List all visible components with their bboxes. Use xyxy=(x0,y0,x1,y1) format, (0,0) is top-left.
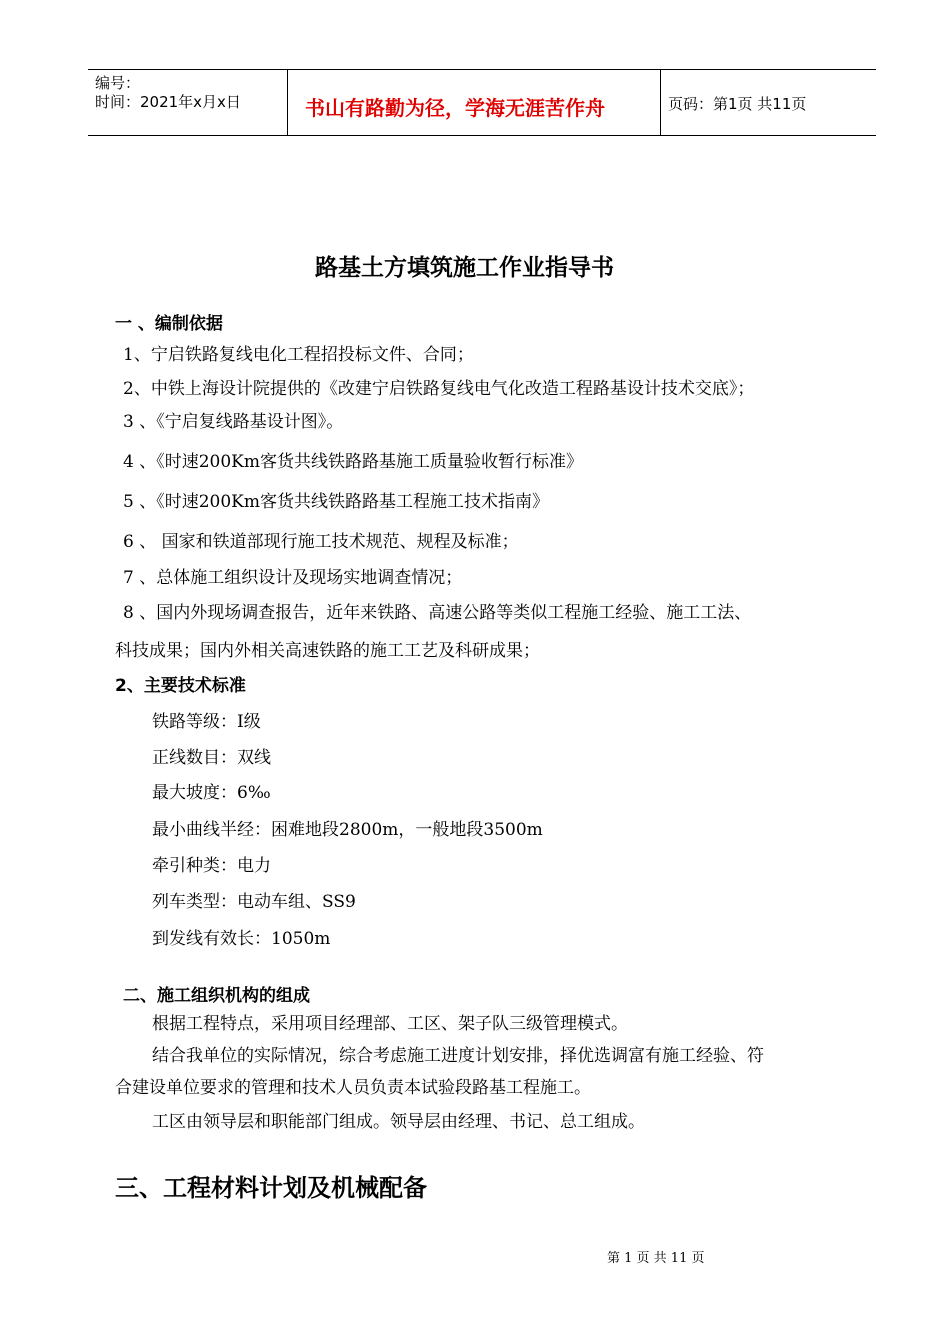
section1-item-7: 7 、总体施工组织设计及现场实地调查情况； xyxy=(123,568,463,588)
section3-heading: 二、施工组织机构的组成 xyxy=(123,986,310,1006)
standard-traction-type: 牵引种类：电力 xyxy=(152,856,271,876)
section1-item-3: 3 、《宁启复线路基设计图》。 xyxy=(123,412,344,432)
standard-track-length: 到发线有效长：1050m xyxy=(152,929,331,949)
header-page-label: 页码：第1页 共11页 xyxy=(668,95,807,113)
section1-item-1: 1、宁启铁路复线电化工程招投标文件、合同； xyxy=(123,345,474,365)
standard-min-curve-radius: 最小曲线半经：困难地段2800m，一般地段3500m xyxy=(152,820,543,840)
section1-item-4: 4 、《时速200Km客货共线铁路路基施工质量验收暂行标准》 xyxy=(123,452,583,472)
standard-train-type: 列车类型：电动车组、SS9 xyxy=(152,892,356,912)
section2-heading: 2、主要技术标准 xyxy=(115,676,246,696)
header-bottom-border xyxy=(88,135,876,136)
section1-item-8: 8 、国内外现场调查报告，近年来铁路、高速公路等类似工程施工经验、施工工法、 xyxy=(123,603,752,623)
document-title: 路基土方填筑施工作业指导书 xyxy=(315,255,614,281)
section3-paragraph-2-continued: 合建设单位要求的管理和技术人员负责本试验段路基工程施工。 xyxy=(115,1078,591,1098)
section1-item-5: 5 、《时速200Km客货共线铁路路基工程施工技术指南》 xyxy=(123,492,549,512)
standard-main-lines: 正线数目：双线 xyxy=(152,748,271,768)
header-divider-right xyxy=(660,69,661,136)
header-divider-left xyxy=(287,69,288,136)
section3-paragraph-3: 工区由领导层和职能部门组成。领导层由经理、书记、总工组成。 xyxy=(152,1112,645,1132)
footer-page-number: 第 1 页 共 11 页 xyxy=(607,1251,705,1266)
section4-heading: 三、工程材料计划及机械配备 xyxy=(115,1174,427,1202)
header-motto: 书山有路勤为径，学海无涯苦作舟 xyxy=(305,96,605,120)
section1-item-6: 6 、 国家和铁道部现行施工技术规范、规程及标准； xyxy=(123,532,519,552)
section3-paragraph-2: 结合我单位的实际情况，综合考虑施工进度计划安排，择优选调富有施工经验、符 xyxy=(152,1046,764,1066)
header-top-border xyxy=(88,69,876,70)
section1-item-8-continued: 科技成果；国内外相关高速铁路的施工工艺及科研成果； xyxy=(115,641,540,661)
standard-railway-grade: 铁路等级：Ⅰ级 xyxy=(152,712,261,732)
section1-item-2: 2、中铁上海设计院提供的《改建宁启铁路复线电气化改造工程路基设计技术交底》； xyxy=(123,379,755,399)
header-number-label: 编号： xyxy=(95,74,141,92)
header-time-label: 时间：2021年x月x日 xyxy=(95,93,241,111)
section1-heading: 一 、编制依据 xyxy=(115,314,223,334)
standard-max-gradient: 最大坡度：6‰ xyxy=(152,783,271,803)
section3-paragraph-1: 根据工程特点，采用项目经理部、工区、架子队三级管理模式。 xyxy=(152,1014,628,1034)
